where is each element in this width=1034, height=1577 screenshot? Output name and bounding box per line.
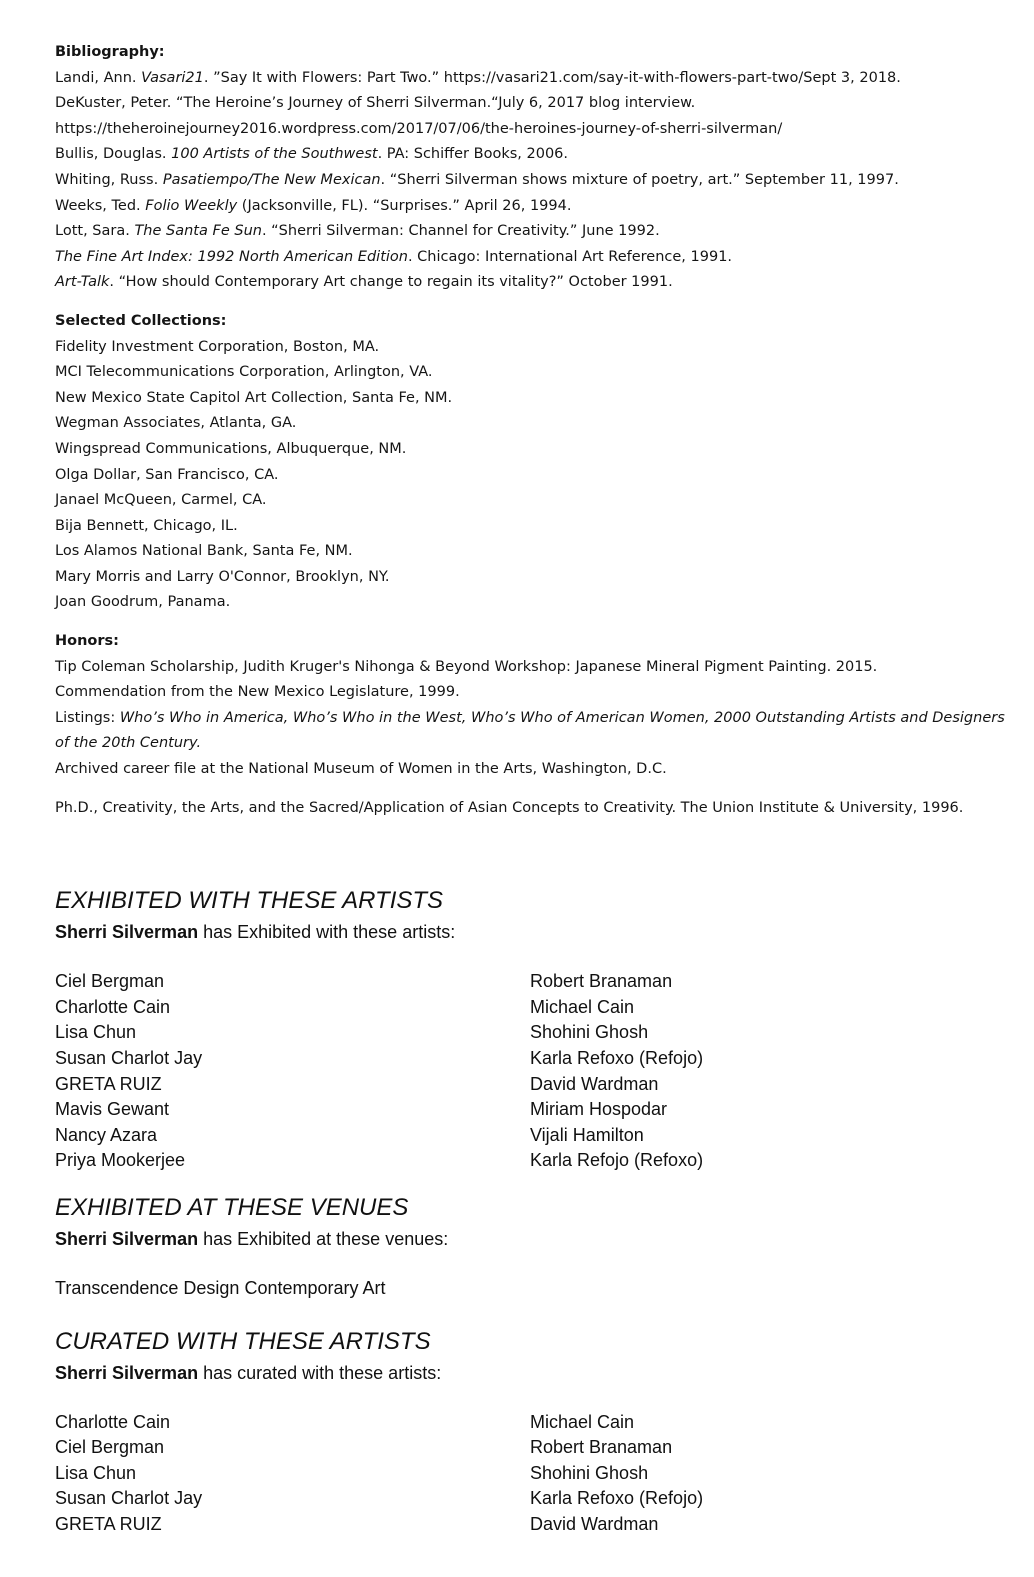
collection-item: MCI Telecommunications Corporation, Arlington, VA.	[55, 364, 433, 381]
listings-prefix: Listings:	[55, 709, 120, 726]
bibliography-entry: Landi, Ann. Vasari21. ”Say It with Flowers: Part Two.” https://vasari21.com/say-it-with-flowers-part-two/Sept 3, 2018.	[55, 69, 901, 86]
artist-name-item: Charlotte Cain	[55, 996, 171, 1017]
artist-name: Sherri Silverman	[55, 922, 199, 943]
collections-heading: Selected Collections:	[55, 312, 227, 329]
bibliography-entry: Art-Talk. “How should Contemporary Art change to regain its vitality?” October 1991.	[55, 274, 673, 291]
artist-name-item: Mavis Gewant	[55, 1099, 170, 1120]
bibliography-entry: Weeks, Ted. Folio Weekly (Jacksonville, FL). “Surprises.” April 26, 1994.	[55, 197, 572, 214]
artist-column-left	[55, 969, 530, 1174]
artist-column-right	[530, 1410, 1005, 1538]
artist-name-item: Susan Charlot Jay	[55, 1488, 203, 1509]
bibliography-entry: Whiting, Russ. Pasatiempo/The New Mexican. “Sherri Silverman shows mixture of poetry, art.” September 11, 1997.	[55, 171, 899, 188]
artist-name-item: Shohini Ghosh	[530, 1462, 649, 1483]
artist-name-item: Miriam Hospodar	[530, 1099, 668, 1120]
venue-item: Transcendence Design Contemporary Art	[55, 1277, 386, 1298]
artist-name-item: Michael Cain	[530, 996, 635, 1017]
honor-listings	[55, 706, 1005, 757]
artist-column-left	[55, 1410, 530, 1538]
bibliography-entry: https://theheroinejourney2016.wordpress.com/2017/07/06/the-heroines-journey-of-sherri-silverman/	[55, 120, 783, 137]
document-page	[55, 40, 1005, 1538]
curated-artists-section	[55, 1326, 1005, 1538]
collection-item: Janael McQueen, Carmel, CA.	[55, 492, 267, 509]
artist-name-item: GRETA RUIZ	[55, 1513, 162, 1534]
collection-item: Los Alamos National Bank, Santa Fe, NM.	[55, 543, 353, 560]
collection-item: New Mexico State Capitol Art Collection, Santa Fe, NM.	[55, 389, 453, 406]
artist-name-item: Priya Mookerjee	[55, 1150, 186, 1171]
bibliography-entry: The Fine Art Index: 1992 North American Edition. Chicago: International Art Reference, 1991.	[55, 248, 733, 265]
venue-list	[55, 1276, 1005, 1302]
collection-item: Fidelity Investment Corporation, Boston, MA.	[55, 338, 380, 355]
artist-name-item: Lisa Chun	[55, 1022, 137, 1043]
exhibited-venues-section	[55, 1192, 1005, 1302]
artist-name: Sherri Silverman	[55, 1362, 199, 1383]
exhibited-artists-section	[55, 885, 1005, 1174]
artist-name-item: Charlotte Cain	[55, 1411, 171, 1432]
bibliography-entry: Bullis, Douglas. 100 Artists of the Southwest. PA: Schiffer Books, 2006.	[55, 146, 569, 163]
section-title: EXHIBITED AT THESE VENUES	[55, 1193, 409, 1221]
artist-name-item: Lisa Chun	[55, 1462, 137, 1483]
honors-heading: Honors:	[55, 633, 119, 650]
artist-name-item: Shohini Ghosh	[530, 1022, 649, 1043]
artist-name-item: Karla Refoxo (Refojo)	[530, 1048, 704, 1068]
artist-column-right	[530, 969, 1005, 1174]
artist-name-item: Ciel Bergman	[55, 971, 165, 992]
artist-name-item: Vijali Hamilton	[530, 1124, 644, 1145]
bibliography-heading: Bibliography:	[55, 44, 165, 60]
cv-section	[55, 40, 1005, 821]
artist-columns	[55, 1410, 1005, 1538]
collection-item: Mary Morris and Larry O'Connor, Brooklyn, NY.	[55, 568, 390, 585]
honor-item: Tip Coleman Scholarship, Judith Kruger's Nihonga & Beyond Workshop: Japanese Mineral Pigment Painting. 2015.	[55, 658, 878, 675]
artist-columns	[55, 969, 1005, 1174]
collection-item: Olga Dollar, San Francisco, CA.	[55, 466, 279, 483]
artist-name-item: Ciel Bergman	[55, 1437, 165, 1458]
listings-titles: Who’s Who in America, Who’s Who in the West, Who’s Who of American Women, 2000 Outstanding Artists and Designers of the 20th Century.	[55, 709, 1005, 752]
collection-item: Wingspread Communications, Albuquerque, NM.	[55, 440, 407, 457]
artist-name-item: GRETA RUIZ	[55, 1073, 162, 1094]
honor-archived: Archived career file at the National Museum of Women in the Arts, Washington, D.C.	[55, 761, 667, 778]
artist-name-item: Karla Refojo (Refoxo)	[530, 1150, 704, 1171]
artist-name-item: David Wardman	[530, 1073, 659, 1094]
section-intro: Sherri Silverman has curated with these artists:	[55, 1362, 442, 1383]
artist-name-item: Karla Refoxo (Refojo)	[530, 1488, 704, 1509]
bibliography-entry: DeKuster, Peter. “The Heroine’s Journey of Sherri Silverman.“July 6, 2017 blog interview.	[55, 95, 696, 112]
artist-name-item: Robert Branaman	[530, 1437, 673, 1458]
bibliography-list	[55, 66, 1005, 296]
artist-name-item: Nancy Azara	[55, 1124, 158, 1145]
section-title: EXHIBITED WITH THESE ARTISTS	[55, 887, 444, 915]
phd-line: Ph.D., Creativity, the Arts, and the Sacred/Application of Asian Concepts to Creativity. The Union Institute & University, 1996.	[55, 799, 964, 816]
artist-name-item: Susan Charlot Jay	[55, 1048, 203, 1068]
section-intro: Sherri Silverman has Exhibited with these artists:	[55, 922, 456, 943]
honor-item: Commendation from the New Mexico Legislature, 1999.	[55, 684, 460, 701]
collections-list	[55, 335, 1005, 617]
collection-item: Joan Goodrum, Panama.	[55, 594, 231, 611]
section-intro: Sherri Silverman has Exhibited at these venues:	[55, 1228, 449, 1249]
artist-name: Sherri Silverman	[55, 1228, 199, 1249]
artist-name-item: Michael Cain	[530, 1411, 635, 1432]
collection-item: Wegman Associates, Atlanta, GA.	[55, 415, 297, 432]
artist-name-item: David Wardman	[530, 1513, 659, 1534]
section-title: CURATED WITH THESE ARTISTS	[55, 1327, 431, 1355]
artist-name-item: Robert Branaman	[530, 971, 673, 992]
collection-item: Bija Bennett, Chicago, IL.	[55, 517, 238, 534]
bibliography-entry: Lott, Sara. The Santa Fe Sun. “Sherri Silverman: Channel for Creativity.” June 1992.	[55, 223, 660, 240]
